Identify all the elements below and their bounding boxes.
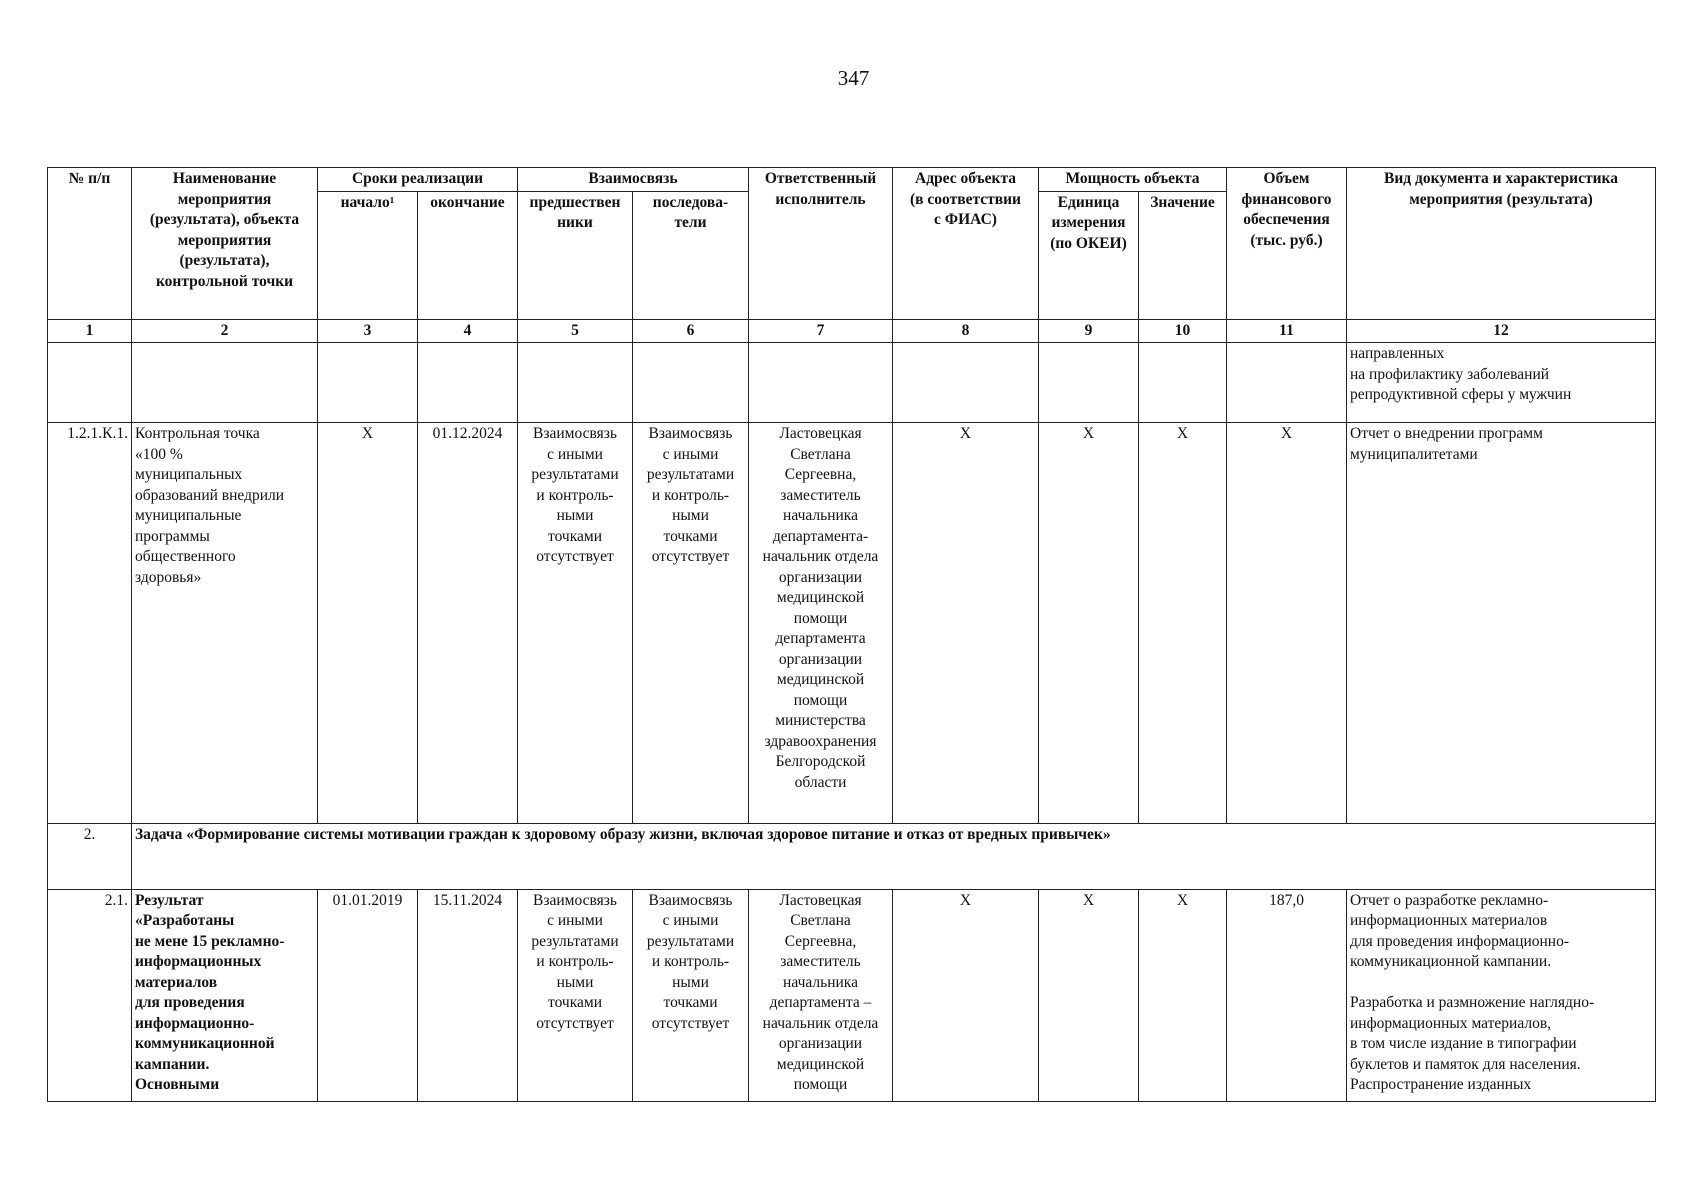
col-number: 6 <box>633 319 749 343</box>
row-responsible: Ластовецкая Светлана Сергеевна, заместитель начальника департамента – начальник отдела организации медицинской помощи <box>749 889 893 1101</box>
header-doc: Вид документа и характеристика мероприятия (результата) <box>1347 168 1656 320</box>
table-cell <box>48 343 132 423</box>
table-cell <box>518 343 633 423</box>
row-doc: Отчет о внедрении программ муниципалитетами <box>1347 423 1656 823</box>
col-number: 3 <box>318 319 418 343</box>
table-cell <box>1139 343 1227 423</box>
page-number: 347 <box>837 66 870 90</box>
row-successors: Взаимосвязь с иными результатами и контроль- ными точками отсутствует <box>633 423 749 823</box>
col-number: 10 <box>1139 319 1227 343</box>
header-finance: Объем финансового обеспечения (тыс. руб.) <box>1227 168 1347 320</box>
header-capacity: Мощность объекта <box>1039 168 1227 192</box>
table-cell <box>893 343 1039 423</box>
table-cell <box>418 343 518 423</box>
row-predecessors: Взаимосвязь с иными результатами и контроль- ными точками отсутствует <box>518 889 633 1101</box>
header-row-top <box>48 168 1656 192</box>
doc-cell: направленных на профилактику заболеваний репродуктивной сферы у мужчин <box>1347 343 1656 423</box>
header-no: № п/п <box>48 168 132 320</box>
header-start: начало¹ <box>318 191 418 319</box>
col-number: 11 <box>1227 319 1347 343</box>
row-finance: 187,0 <box>1227 889 1347 1101</box>
row-unit: X <box>1039 889 1139 1101</box>
row-number: 1.2.1.К.1. <box>48 423 132 823</box>
row-name: Результат «Разработаны не мене 15 рекламно- информационных материалов для проведения информационно- коммуникационной кампании. Основными <box>132 889 318 1101</box>
header-value: Значение <box>1139 191 1227 319</box>
col-number: 5 <box>518 319 633 343</box>
row-number: 2.1. <box>48 889 132 1101</box>
row-start: 01.01.2019 <box>318 889 418 1101</box>
row-responsible: Ластовецкая Светлана Сергеевна, заместитель начальника департамента- начальник отдела организации медицинской помощи департамента организации медицинской помощи министерства здравоохранения Белгородской области <box>749 423 893 823</box>
col-number: 2 <box>132 319 318 343</box>
row-value: X <box>1139 423 1227 823</box>
table-cell <box>318 343 418 423</box>
table-cell <box>132 343 318 423</box>
row-address: X <box>893 423 1039 823</box>
table-cell <box>1039 343 1139 423</box>
task-text: Задача «Формирование системы мотивации граждан к здоровому образу жизни, включая здоровое питание и отказ от вредных привычек» <box>132 823 1656 889</box>
row-start: X <box>318 423 418 823</box>
row-doc: Отчет о разработке рекламно- информационных материалов для проведения информационно- коммуникационной кампании. Разработка и размножение наглядно- информационных материалов, в том числе издание в типографии буклетов и памяток для населения. Распространение изданных <box>1347 889 1656 1101</box>
col-number: 8 <box>893 319 1039 343</box>
row-finance: X <box>1227 423 1347 823</box>
col-number: 4 <box>418 319 518 343</box>
row-end: 01.12.2024 <box>418 423 518 823</box>
table-cell <box>1227 343 1347 423</box>
header-terms: Сроки реализации <box>318 168 518 192</box>
col-number: 7 <box>749 319 893 343</box>
table-row-control-point <box>48 423 1656 823</box>
col-number: 9 <box>1039 319 1139 343</box>
row-end: 15.11.2024 <box>418 889 518 1101</box>
header-unit: Единица измерения (по ОКЕИ) <box>1039 191 1139 319</box>
row-unit: X <box>1039 423 1139 823</box>
header-address: Адрес объекта (в соответствии с ФИАС) <box>893 168 1039 320</box>
plan-table <box>47 167 1656 1102</box>
header-successors: последова- тели <box>633 191 749 319</box>
header-end: окончание <box>418 191 518 319</box>
table-row-task <box>48 823 1656 889</box>
row-successors: Взаимосвязь с иными результатами и контроль- ными точками отсутствует <box>633 889 749 1101</box>
row-name: Контрольная точка «100 % муниципальных образований внедрили муниципальные программы общественного здоровья» <box>132 423 318 823</box>
table-row-continuation <box>48 343 1656 423</box>
column-numbers-row <box>48 319 1656 343</box>
row-address: X <box>893 889 1039 1101</box>
col-number: 1 <box>48 319 132 343</box>
row-predecessors: Взаимосвязь с иными результатами и контроль- ными точками отсутствует <box>518 423 633 823</box>
table-cell <box>633 343 749 423</box>
header-relation: Взаимосвязь <box>518 168 749 192</box>
task-number: 2. <box>48 823 132 889</box>
col-number: 12 <box>1347 319 1656 343</box>
header-responsible: Ответственный исполнитель <box>749 168 893 320</box>
table-row-result <box>48 889 1656 1101</box>
table-cell <box>749 343 893 423</box>
row-value: X <box>1139 889 1227 1101</box>
header-predecessors: предшествен ники <box>518 191 633 319</box>
header-name: Наименование мероприятия (результата), объекта мероприятия (результата), контрольной точки <box>132 168 318 320</box>
